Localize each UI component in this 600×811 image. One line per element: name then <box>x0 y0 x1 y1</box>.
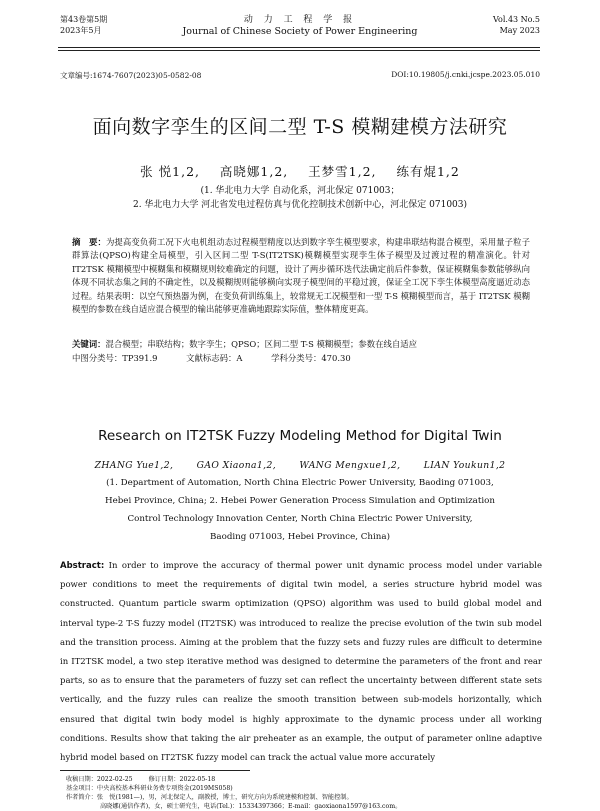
abstract-en <box>60 557 542 768</box>
footnote-dates <box>66 774 215 783</box>
volume-cn: 第43卷第5期 <box>60 15 108 24</box>
running-header <box>0 14 600 48</box>
header-rule-thin <box>58 50 540 51</box>
affiliation-en-line: Control Technology Innovation Center, North China Electric Power University, <box>127 514 473 524</box>
affiliation-en-line: Hebei Province, China; 2. Hebei Power Generation Process Simulation and Optimization <box>105 496 495 506</box>
author-en: GAO Xiaona1,2, <box>196 460 277 471</box>
abstract-label-cn: 摘 要： <box>72 237 106 247</box>
revised-date: 修订日期：2022-05-18 <box>148 776 216 783</box>
abstract-cn <box>72 236 530 316</box>
affiliation-en-line: Baoding 071003, Hebei Province, China) <box>210 532 390 542</box>
footnote-author-bio: 作者简介：张 悦(1981—)，男，河北保定人，副教授，博士，研究方向为系统建模和控制、智能控制。 <box>66 794 353 801</box>
footnote-corresponding: 高晓娜(通信作者)，女，硕士研究生，电话(Tel.)：15334397366；E-mail：gaoxiaona1597@163.com。 <box>100 803 402 810</box>
keywords-text-cn: 混合模型；串联结构；数字孪生；QPSO；区间二型 T-S 模糊模型；参数在线自适应 <box>105 339 417 349</box>
abstract-label-en: Abstract: <box>60 561 105 571</box>
author-cn: 练有焜1,2 <box>396 164 460 179</box>
received-date: 收稿日期：2022-02-25 <box>66 776 133 783</box>
volume-en: Vol.43 No.5 <box>493 15 540 24</box>
journal-title-en: Journal of Chinese Society of Power Engineering <box>182 26 418 37</box>
paper-title-en: Research on IT2TSK Fuzzy Modeling Method for Digital Twin <box>98 428 502 444</box>
doi: DOI:10.19805/j.cnki.jcspe.2023.05.010 <box>391 70 540 79</box>
clc-number: 中图分类号：TP391.9 <box>72 353 158 363</box>
discipline-code: 学科分类号：470.30 <box>271 353 351 363</box>
author-cn: 高晓娜1,2, <box>219 164 289 179</box>
journal-title-cn: 动 力 工 程 学 报 <box>243 15 357 25</box>
date-cn: 2023年5月 <box>60 26 102 35</box>
footnote-rule <box>60 770 250 771</box>
document-code: 文献标志码：A <box>186 353 243 363</box>
author-list-en <box>0 460 600 471</box>
header-rule-thick <box>58 47 540 48</box>
author-cn: 王梦雪1,2, <box>308 164 377 179</box>
abstract-text-cn: 为提高变负荷工况下火电机组动态过程模型精度以达到数字孪生模型要求，构建串联结构混合模型，采用量子粒子群算法(QPSO)构建全局模型，引入区间二型 T-S(IT2TSK)模糊模型实现孪生体子模型及过渡过程的精准演化。针对 IT2TSK 模糊模型中模糊集和模糊规则较难确定的问题，设计了两步循环迭代法确定前后件参数，保证模糊集参数能够纵向体现不同状态集之间的不确定性，以及模糊规则能够横向实现子模型间的平稳过渡，保证全工况下孪生体模型高度逼近动态过程。结果表明：以空气预热器为例，在变负荷训练集上，较常规无工况模型和一型 T-S 模糊模型而言，基于 IT2TSK 模糊模型的参数在线自适应混合模型的输出能够更准确地跟踪实际值，整体精度更高。 <box>72 237 530 315</box>
abstract-text-en: In order to improve the accuracy of thermal power unit dynamic process model under variable power conditions to meet the requirements of digital twin model, a series structure hybrid model was constructed. Quantum particle swarm optimization (QPSO) algorithm was used to build global model and interval type-2 T-S fuzzy model (IT2TSK) was introduced to realize the precise evolution of the twin sub model and the transition process. Aiming at the problem that the fuzzy sets and fuzzy rules are difficult to determine in IT2TSK model, a two step iterative method was designed to determine the parameters of the front and rear parts, so as to ensure that the parameters of fuzzy set can reflect the uncertainty between different state sets vertically, and the fuzzy rules can realize the smooth transition between sub-models horizontally, which ensured that digital twin body model is highly approximate to the dynamic process under all working conditions. Results show that taking the air preheater as an example, the output of parameter online adaptive hybrid model based on IT2TSK fuzzy model can track the actual value more accurately <box>60 561 542 764</box>
author-en: LIAN Youkun1,2 <box>423 460 506 471</box>
author-cn: 张 悦1,2, <box>140 164 200 179</box>
author-list-cn <box>0 162 600 180</box>
footnote-fund: 基金项目：中央高校基本科研业务费专项资金(2019MS058) <box>66 785 233 792</box>
header-right <box>493 14 540 36</box>
date-en: May 2023 <box>499 26 540 35</box>
classification-cn <box>72 352 530 364</box>
author-en: ZHANG Yue1,2, <box>94 460 174 471</box>
affiliation-cn-line: (1. 华北电力大学 自动化系，河北保定 071003； <box>200 186 400 196</box>
paper-title-cn: 面向数字孪生的区间二型 T-S 模糊建模方法研究 <box>92 116 508 138</box>
keywords-cn <box>72 338 530 350</box>
author-en: WANG Mengxue1,2, <box>299 460 401 471</box>
affiliation-en-line: (1. Department of Automation, North China Electric Power University, Baoding 071003, <box>106 478 494 488</box>
keywords-label-cn: 关键词： <box>72 339 106 349</box>
article-number: 文章编号:1674-7607(2023)05-0582-08 <box>60 71 202 80</box>
affiliation-cn-line: 2. 华北电力大学 河北省发电过程仿真与优化控制技术创新中心，河北保定 071003) <box>132 200 468 210</box>
